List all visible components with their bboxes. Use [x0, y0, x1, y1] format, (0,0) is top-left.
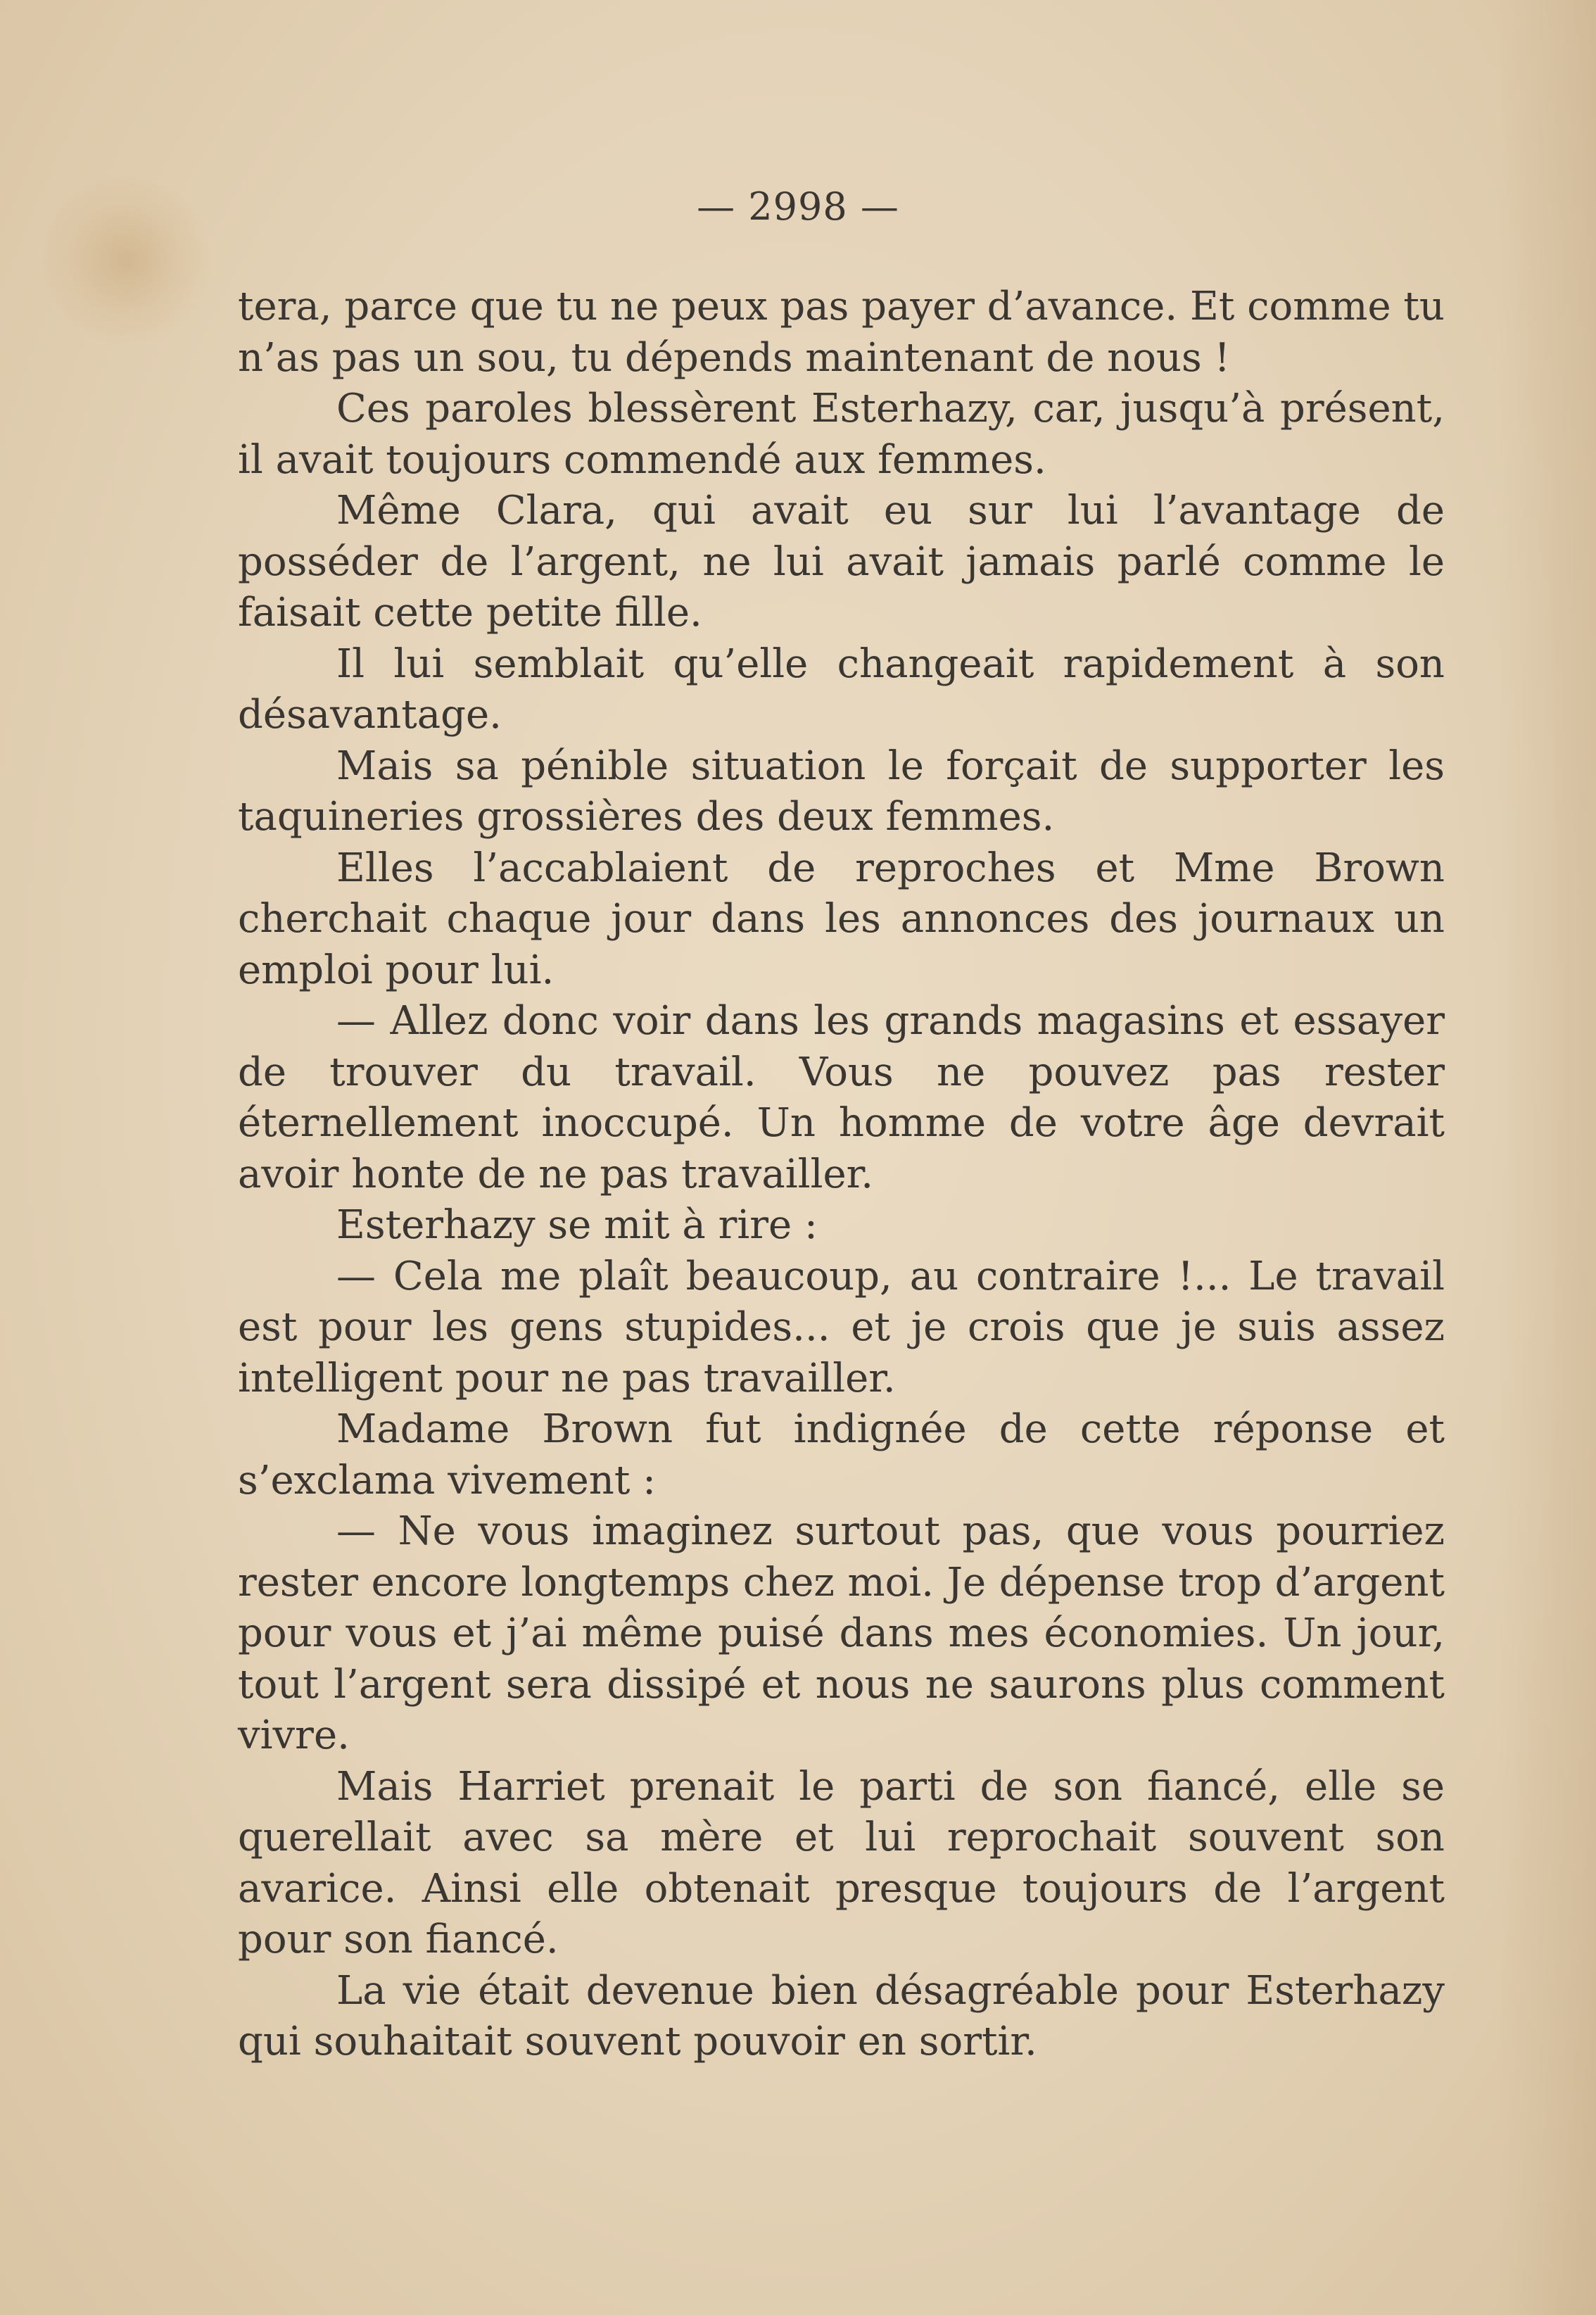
paragraph-7: — Allez donc voir dans les grands magasins et essayer de trouver du travail. Vous ne pouvez pas rester éternellement inoccupé. Un homme de votre âge devrait avoir honte de ne pas travailler. [238, 998, 1445, 1197]
paragraph-4: Il lui semblait qu’elle changeait rapidement à son désavantage. [238, 641, 1445, 738]
paragraph-10: Madame Brown fut indignée de cette réponse et s’exclama vivement : [238, 1406, 1445, 1503]
paragraph-5: Mais sa pénible situation le forçait de supporter les taquineries grossières des deux femmes. [238, 743, 1445, 840]
page-edge-shade [1497, 0, 1596, 2315]
paragraph-9: — Cela me plaît beaucoup, au contraire !... Le travail est pour les gens stupides... et je crois que je suis assez intelligent pour ne pas travailler. [238, 1253, 1445, 1401]
body-text [238, 282, 1445, 2068]
page-number: — 2998 — [697, 184, 899, 229]
paragraph-12: Mais Harriet prenait le parti de son fiancé, elle se querellait avec sa mère et lui reprochait souvent son avarice. Ainsi elle obtenait presque toujours de l’argent pour son fiancé. [238, 1763, 1445, 1962]
paragraph-11: — Ne vous imaginez surtout pas, que vous pourriez rester encore longtemps chez moi. Je dépense trop d’argent pour vous et j’ai même puisé dans mes économies. Un jour, tout l’argent sera dissipé et nous ne saurons plus comment vivre. [238, 1508, 1445, 1758]
paragraph-2: Ces paroles blessèrent Esterhazy, car, jusqu’à présent, il avait toujours commendé aux femmes. [238, 386, 1445, 483]
paragraph-8: Esterhazy se mit à rire : [336, 1202, 818, 1248]
paragraph-6: Elles l’accablaient de reproches et Mme Brown cherchait chaque jour dans les annonces des journaux un emploi pour lui. [238, 845, 1445, 993]
paragraph-1: tera, parce que tu ne peux pas payer d’avance. Et comme tu n’as pas un sou, tu dépends maintenant de nous ! [238, 284, 1445, 381]
paragraph-3: Même Clara, qui avait eu sur lui l’avantage de posséder de l’argent, ne lui avait jamais parlé comme le faisait cette petite fille. [238, 488, 1445, 636]
paragraph-13: La vie était devenue bien désagréable pour Esterhazy qui souhaitait souvent pouvoir en sortir. [238, 1967, 1445, 2064]
